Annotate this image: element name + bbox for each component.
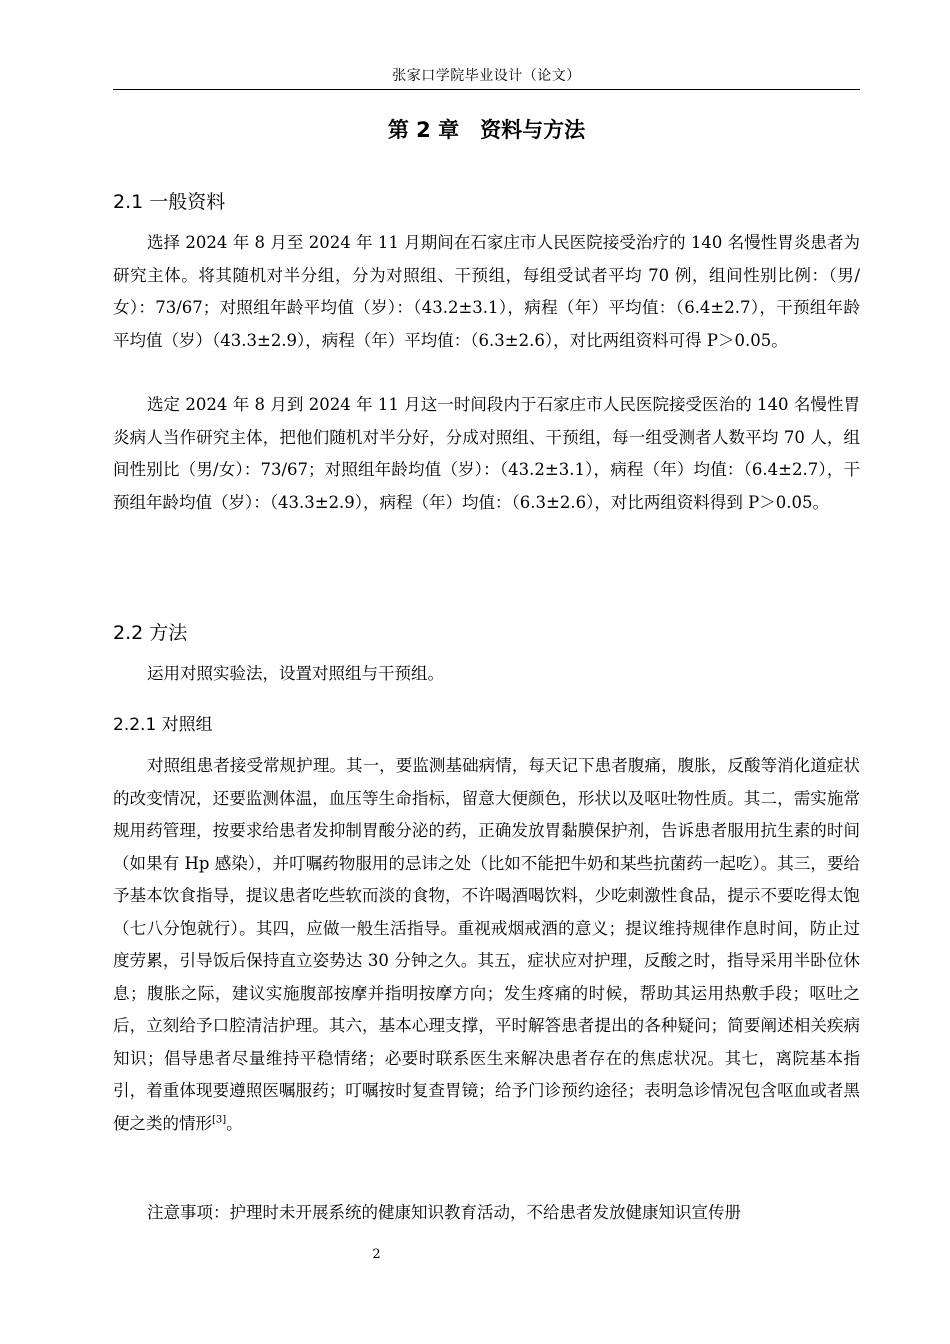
control-group-text-end: 。 [226,1113,243,1133]
citation-marker: [3] [212,1114,227,1125]
paragraph-control-group [113,750,860,1140]
running-header: 张家口学院毕业设计（论文） [392,68,581,84]
control-group-text: 对照组患者接受常规护理。其一，要监测基础病情，每天记下患者腹痛，腹胀，反酸等消化道症状的改变情况，还要监测体温，血压等生命指标，留意大便颜色，形状以及呕吐物性质。其二，需实施常规用药管理，按要求给患者发抑制胃酸分泌的药，正确发放胃黏膜保护剂，告诉患者服用抗生素的时间（如果有 Hp 感染），并叮嘱药物服用的忌讳之处（比如不能把牛奶和某些抗菌药一起吃）。其三，要给予基本饮食指导，提议患者吃些软而淡的食物，不许喝酒喝饮料，少吃刺激性食品，提示不要吃得太饱（七八分饱就行）。其四，应做一般生活指导。重视戒烟戒酒的意义；提议维持规律作息时间，防止过度劳累，引导饭后保持直立姿势达 30 分钟之久。其五，症状应对护理，反酸之时，指导采用半卧位休息；腹胀之际，建议实施腹部按摩并指明按摩方向；发生疼痛的时候，帮助其运用热敷手段；呕吐之后，立刻给予口腔清洁护理。其六，基本心理支撑，平时解答患者提出的各种疑问；简要阐述相关疾病知识；倡导患者尽量维持平稳情绪；必要时联系医生来解决患者存在的焦虑状况。其七，离院基本指引，着重体现要遵照医嘱服药；叮嘱按时复查胃镜；给予门诊预约途径；表明急诊情况包含呕血或者黑便之类的情形 [113,756,860,1133]
paragraph-notes: 注意事项：护理时未开展系统的健康知识教育活动，不给患者发放健康知识宣传册 [147,1203,741,1222]
page-number: 2 [372,1247,381,1262]
paragraph-general-info-2: 选定 2024 年 8 月到 2024 年 11 月这一时间段内于石家庄市人民医院接受医治的 140 名慢性胃炎病人当作研究主体，把他们随机对半分好，分成对照组、干预组，每一组受测者人数平均 70 人，组间性别比（男/女）：73/67；对照组年龄均值（岁）：（43.2±3.1），病程（年）均值：（6.4±2.7），干预组年龄均值（岁）：（43.3±2.9），病程（年）均值：（6.3±2.6），对比两组资料得到 P＞0.05。 [113,395,860,512]
document-page [113,0,860,1344]
chapter-title: 第 2 章 资料与方法 [387,118,586,142]
section-heading-2-2: 2.2 方法 [113,622,188,644]
subsection-heading-2-2-1: 2.2.1 对照组 [113,715,213,735]
paragraph-method: 运用对照实验法，设置对照组与干预组。 [147,664,444,683]
paragraph-general-info-1: 选择 2024 年 8 月至 2024 年 11 月期间在石家庄市人民医院接受治疗的 140 名慢性胃炎患者为研究主体。将其随机对半分组，分为对照组、干预组，每组受试者平均 70 例，组间性别比例：（男/女）：73/67；对照组年龄平均值（岁）：（43.2±3.1），病程（年）平均值：（6.4±2.7），干预组年龄平均值（岁）（43.3±2.9），病程（年）平均值：（6.3±2.6），对比两组资料可得 P＞0.05。 [113,233,860,350]
section-heading-2-1: 2.1 一般资料 [113,191,226,213]
header-rule [113,89,860,90]
